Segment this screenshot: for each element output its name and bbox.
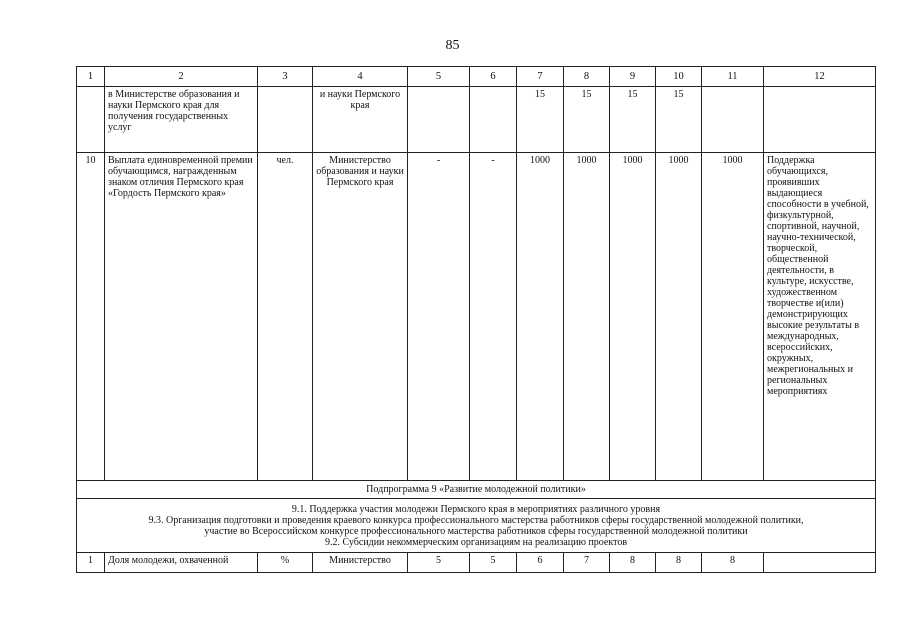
header-cell: 5 bbox=[408, 67, 470, 87]
cell-value: 8 bbox=[702, 553, 764, 573]
header-cell: 6 bbox=[470, 67, 517, 87]
table-header-row bbox=[77, 67, 876, 87]
section-line: 9.2. Субсидии некоммерческим организациям на реализацию проектов bbox=[324, 536, 628, 548]
cell-note: Поддержка обучающихся, проявивших выдающиеся способности в учебной, физкультурной, спортивной, научной, научно-технической, творческой, общественной деятельности, в культуре, искусстве, художественном творчестве и(или) демонстрирующих высокие результаты в международных, всероссийских, окружных, межрегиональных и региональных мероприятиях bbox=[764, 153, 876, 481]
cell-unit: чел. bbox=[258, 153, 313, 481]
header-cell: 7 bbox=[517, 67, 564, 87]
cell-value: 1000 bbox=[517, 153, 564, 481]
page-number: 85 bbox=[445, 38, 460, 53]
sections-block bbox=[77, 499, 876, 553]
cell-value: 5 bbox=[470, 553, 517, 573]
header-cell: 2 bbox=[105, 67, 258, 87]
cell-value: - bbox=[408, 153, 470, 481]
cell-value: 8 bbox=[656, 553, 702, 573]
indicator-table bbox=[76, 66, 876, 573]
cell-value: 1000 bbox=[610, 153, 656, 481]
table-row bbox=[77, 87, 876, 153]
cell-value: 1000 bbox=[564, 153, 610, 481]
cell-note bbox=[764, 87, 876, 153]
cell-value: 15 bbox=[517, 87, 564, 153]
table-row bbox=[77, 553, 876, 573]
header-cell: 8 bbox=[564, 67, 610, 87]
cell-responsible: Министерство bbox=[313, 553, 408, 573]
cell-value: - bbox=[470, 153, 517, 481]
cell-value: 15 bbox=[656, 87, 702, 153]
cell-value: 15 bbox=[610, 87, 656, 153]
header-cell: 12 bbox=[764, 67, 876, 87]
cell-value: 8 bbox=[610, 553, 656, 573]
cell-unit: % bbox=[258, 553, 313, 573]
cell-value bbox=[702, 87, 764, 153]
cell-value: 5 bbox=[408, 553, 470, 573]
cell-responsible: и науки Пермского края bbox=[313, 87, 408, 153]
cell-number: 1 bbox=[77, 553, 105, 573]
table-row bbox=[77, 153, 876, 481]
cell-indicator: Выплата единовременной премии обучающимся, награжденным знаком отличия Пермского края «Гордость Пермского края» bbox=[105, 153, 258, 481]
section-line: 9.1. Поддержка участия молодежи Пермского края в мероприятиях различного уровня bbox=[291, 503, 661, 515]
header-cell: 9 bbox=[610, 67, 656, 87]
header-cell: 11 bbox=[702, 67, 764, 87]
header-cell: 10 bbox=[656, 67, 702, 87]
cell-indicator: в Министерстве образования и науки Пермского края для получения государственных услуг bbox=[105, 87, 258, 153]
header-cell: 1 bbox=[77, 67, 105, 87]
cell-value: 1000 bbox=[656, 153, 702, 481]
cell-number: 10 bbox=[77, 153, 105, 481]
cell-unit bbox=[258, 87, 313, 153]
subprogram-title: Подпрограмма 9 «Развитие молодежной политики» bbox=[77, 481, 876, 499]
section-line: участие во Всероссийском конкурсе профессионального мастерства работников сферы государственной молодежной политики bbox=[204, 525, 748, 537]
header-cell: 3 bbox=[258, 67, 313, 87]
cell-value: 1000 bbox=[702, 153, 764, 481]
subprogram-row bbox=[77, 481, 876, 499]
cell-note bbox=[764, 553, 876, 573]
cell-value bbox=[470, 87, 517, 153]
cell-value bbox=[408, 87, 470, 153]
sections-row bbox=[77, 499, 876, 553]
cell-responsible: Министерство образования и науки Пермского края bbox=[313, 153, 408, 481]
cell-number bbox=[77, 87, 105, 153]
cell-value: 7 bbox=[564, 553, 610, 573]
cell-indicator: Доля молодежи, охваченной bbox=[105, 553, 258, 573]
section-line: 9.3. Организация подготовки и проведения краевого конкурса профессионального мастерства работников сферы государственной молодежной политики, bbox=[148, 514, 804, 526]
cell-value: 15 bbox=[564, 87, 610, 153]
header-cell: 4 bbox=[313, 67, 408, 87]
cell-value: 6 bbox=[517, 553, 564, 573]
